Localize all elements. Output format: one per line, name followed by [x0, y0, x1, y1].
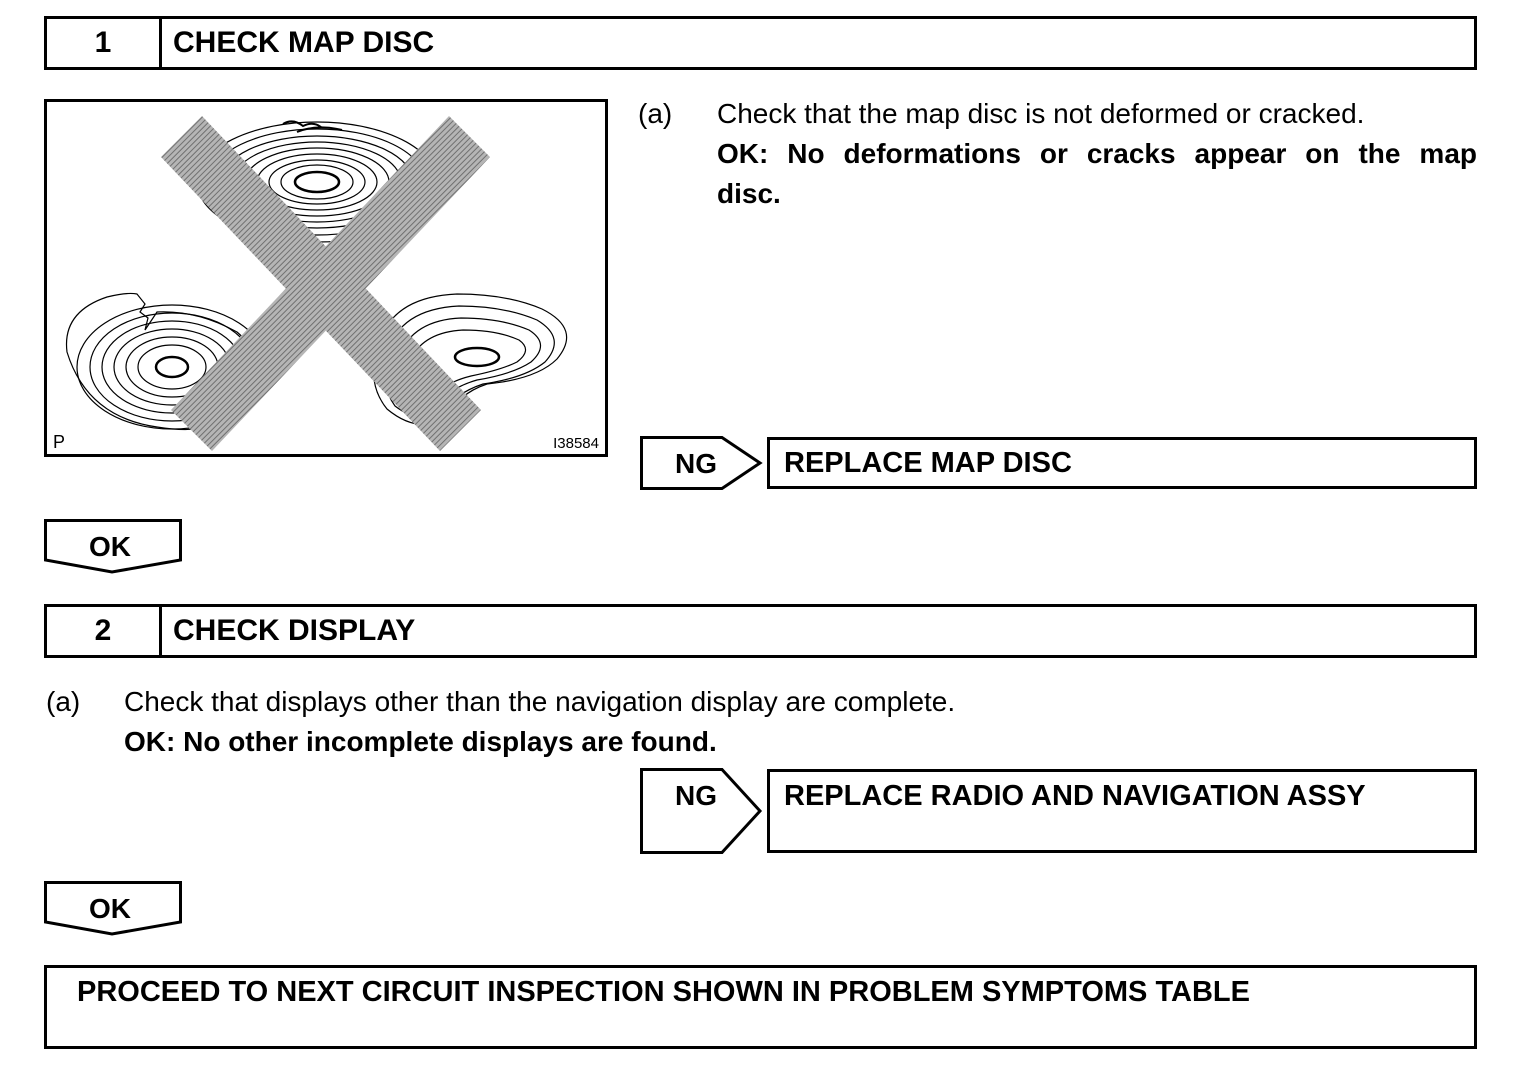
step-1-ng-label: NG: [675, 448, 717, 479]
step-2-ok-label: OK: [89, 893, 131, 924]
step-2-item-marker: (a): [46, 686, 81, 717]
step-2-ng-action: [767, 769, 1477, 853]
figure-corner-label: P: [53, 432, 66, 452]
cross-out-x-icon: [161, 116, 490, 451]
down-arrow-ok-icon: [44, 881, 184, 937]
damaged-discs-illustration: [47, 102, 605, 454]
figure-id-label: I38584: [553, 435, 599, 452]
step-2-ng-action-text: REPLACE RADIO AND NAVIGATION ASSY: [784, 780, 1366, 812]
step-2-number: 2: [47, 607, 162, 655]
down-arrow-ok-icon: [44, 519, 184, 575]
step-2-ng-label: NG: [675, 780, 717, 811]
step-1-ok-label: OK: [89, 531, 131, 562]
step-1-ok-criteria: OK: No deformations or cracks appear on the map: [717, 138, 1477, 169]
step-1-ng-action: [767, 437, 1477, 489]
step-1-item-marker: (a): [638, 98, 673, 129]
step-1-header: [44, 16, 1477, 70]
final-action-box: [44, 965, 1477, 1049]
map-disc-figure: [44, 99, 608, 457]
right-arrow-ng-icon: [640, 768, 764, 854]
step-1-ok-criteria-cont: disc.: [717, 178, 781, 209]
step-1-number: 1: [47, 19, 162, 67]
step-1-title: CHECK MAP DISC: [173, 26, 435, 59]
step-2-instruction: Check that displays other than the navigation display are complete.: [124, 686, 956, 717]
right-arrow-ng-icon: [640, 436, 764, 490]
step-1-ng-action-text: REPLACE MAP DISC: [784, 446, 1072, 479]
step-2-ok-criteria: OK: No other incomplete displays are found.: [124, 726, 717, 757]
step-2-title: CHECK DISPLAY: [173, 614, 416, 647]
step-1-instruction: Check that the map disc is not deformed or cracked.: [717, 98, 1365, 129]
step-2-header: [44, 604, 1477, 658]
final-action-text: PROCEED TO NEXT CIRCUIT INSPECTION SHOWN IN PROBLEM SYMPTOMS TABLE: [77, 976, 1250, 1008]
